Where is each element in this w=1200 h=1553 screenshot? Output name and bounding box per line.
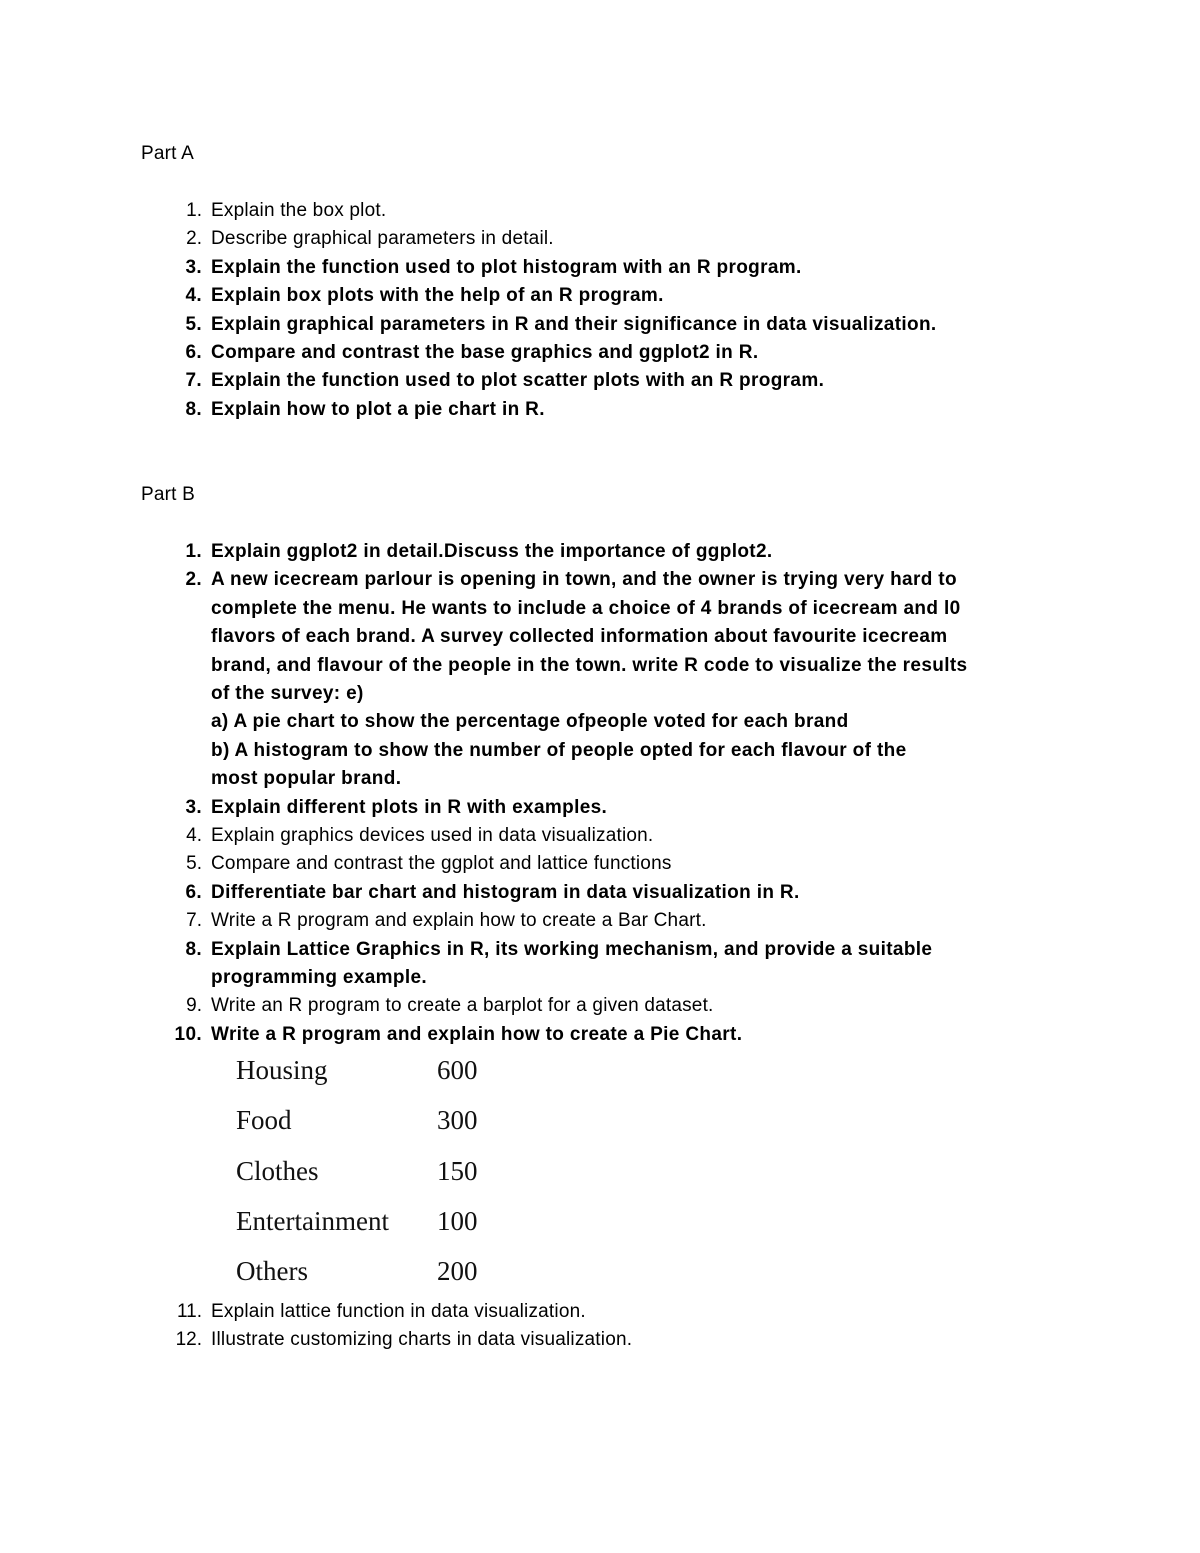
question-number: 11. [176, 1301, 202, 1322]
question-number: 3. [185, 256, 202, 278]
question-text: Explain ggplot2 in detail.Discuss the importance of ggplot2. [211, 541, 773, 562]
category-cell: Others [236, 1256, 308, 1287]
question-text: Explain graphics devices used in data visualization. [211, 825, 654, 846]
question-text: Explain the function used to plot scatter plots with an R program. [211, 370, 825, 392]
question-number: 6. [185, 342, 202, 363]
amount-cell: 100 [437, 1205, 478, 1236]
question-text: Explain how to plot a pie chart in R. [211, 398, 545, 420]
question-number: 12. [175, 1329, 202, 1351]
question-number: 5. [186, 853, 202, 875]
category-cell: Food [236, 1105, 292, 1136]
question-number: 9. [186, 995, 202, 1017]
question-text: Describe graphical parameters in detail. [211, 228, 554, 250]
category-cell: Housing [236, 1055, 328, 1085]
question-text: Compare and contrast the base graphics and ggplot2 in R. [211, 342, 759, 363]
question-text: Write a R program and explain how to create a Bar Chart. [211, 910, 707, 932]
table-row [236, 1105, 636, 1155]
question-text: A new icecream parlour is opening in town, and the owner is trying very hard to complete the menu. He wants to include a choice of 4 brands of icecream and l0 flavors of each brand. A survey collected information about favourite icecream brand, and flavour of the people in the town. write R code to visualize the results of the survey: e) a) A pie chart to show the percentage ofpeople voted for each brand b) A histogram to show the number of people opted for each flavour of the most popular brand. [211, 569, 968, 790]
question-number: 5. [185, 313, 202, 335]
question-text: Write a R program and explain how to create a Pie Chart. [211, 1023, 743, 1045]
question-text: Differentiate bar chart and histogram in data visualization in R. [211, 881, 800, 903]
question-number: 8. [185, 938, 202, 960]
table-row [236, 1055, 636, 1105]
question-number: 7. [186, 910, 202, 932]
amount-cell: 300 [437, 1105, 478, 1136]
part-b-heading: Part B [141, 484, 195, 505]
question-text: Write an R program to create a barplot for a given dataset. [211, 995, 714, 1017]
table-row [236, 1206, 636, 1256]
part-a-heading: Part A [141, 143, 194, 164]
question-number: 4. [185, 285, 202, 307]
question-text: Explain the box plot. [211, 200, 387, 221]
question-number: 3. [185, 796, 202, 818]
amount-cell: 150 [437, 1155, 478, 1186]
question-number: 1. [186, 200, 202, 221]
question-number: 7. [185, 370, 202, 392]
question-number: 8. [185, 398, 202, 420]
question-text: Explain lattice function in data visualization. [211, 1301, 586, 1322]
category-cell: Clothes [236, 1155, 319, 1186]
amount-cell: 200 [437, 1256, 478, 1287]
question-number: 6. [185, 881, 202, 903]
question-text: Explain Lattice Graphics in R, its working mechanism, and provide a suitable programming example. [211, 938, 933, 988]
question-text: Compare and contrast the ggplot and lattice functions [211, 853, 672, 875]
question-number: 2. [186, 228, 202, 250]
question-text: Explain the function used to plot histogram with an R program. [211, 256, 802, 278]
question-text: Explain different plots in R with examples. [211, 796, 608, 818]
question-text: Explain graphical parameters in R and their significance in data visualization. [211, 313, 937, 335]
question-number: 2. [185, 569, 202, 591]
table-row [236, 1156, 636, 1206]
question-text: Explain box plots with the help of an R program. [211, 285, 664, 307]
amount-cell: 600 [437, 1055, 478, 1085]
question-number: 4. [186, 825, 202, 846]
question-text: Illustrate customizing charts in data visualization. [211, 1329, 633, 1351]
question-number: 10. [174, 1023, 202, 1045]
category-cell: Entertainment [236, 1205, 389, 1236]
question-number: 1. [185, 541, 202, 562]
